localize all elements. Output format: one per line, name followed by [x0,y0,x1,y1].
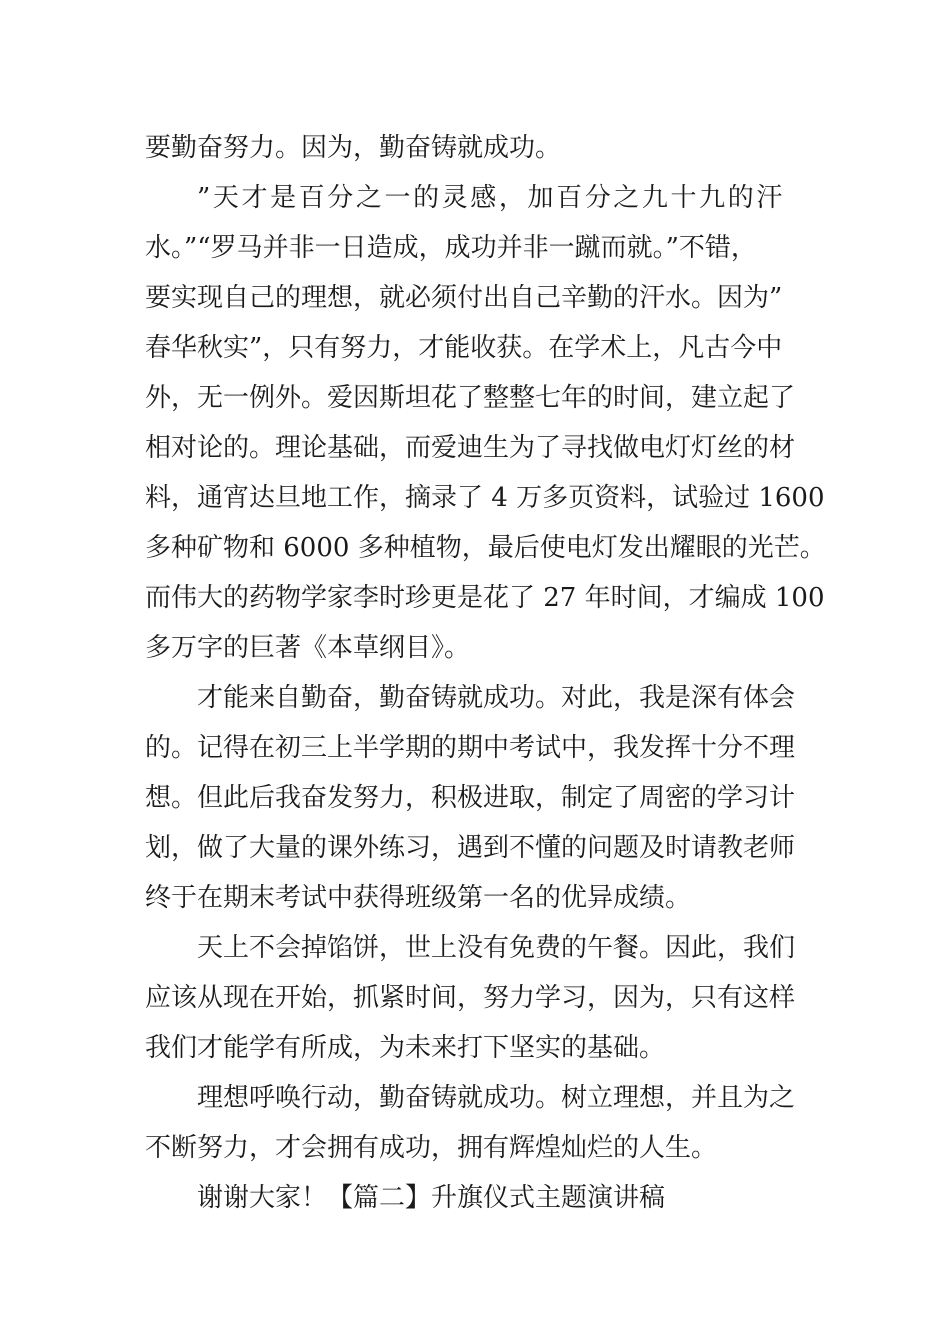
text-line: 天上不会掉馅饼，世上没有免费的午餐。因此，我们 [197,933,796,963]
text-line: 才能来自勤奋，勤奋铸就成功。对此，我是深有体会 [197,683,796,713]
text-line: ”天才是百分之一的灵感，加百分之九十九的汗 [197,183,785,213]
text-line: 应该从现在开始，抓紧时间，努力学习，因为，只有这样 [145,983,796,1013]
text-line: 不断努力，才会拥有成功，拥有辉煌灿烂的人生。 [145,1133,718,1163]
text-line: 划，做了大量的课外练习，遇到不懂的问题及时请教老师 [145,833,796,863]
text-line: 多种矿物和 6000 多种植物，最后使电灯发出耀眼的光芒。 [145,533,826,563]
text-line: 要勤奋努力。因为，勤奋铸就成功。 [145,133,562,163]
text-line: 料，通宵达旦地工作，摘录了 4 万多页资料，试验过 1600 [145,483,825,513]
text-line: 相对论的。理论基础，而爱迪生为了寻找做电灯灯丝的材 [145,433,796,463]
text-line: 要实现自己的理想，就必须付出自己辛勤的汗水。因为” [145,283,783,313]
text-line: 理想呼唤行动，勤奋铸就成功。树立理想，并且为之 [197,1083,796,1113]
text-line: 我们才能学有所成，为未来打下坚实的基础。 [145,1033,666,1063]
text-line: 外，无一例外。爱因斯坦花了整整七年的时间，建立起了 [145,383,796,413]
text-line: 谢谢大家！【篇二】升旗仪式主题演讲稿 [197,1183,666,1213]
text-line: 的。记得在初三上半学期的期中考试中，我发挥十分不理 [145,733,796,763]
text-line: 想。但此后我奋发努力，积极进取，制定了周密的学习计 [145,783,796,813]
text-line: 而伟大的药物学家李时珍更是花了 27 年时间，才编成 100 [145,583,825,613]
text-line: 春华秋实”，只有努力，才能收获。在学术上，凡古今中 [145,333,783,363]
text-line: 水。”“罗马并非一日造成，成功并非一蹴而就。”不错， [145,233,757,263]
text-line: 终于在期末考试中获得班级第一名的优异成绩。 [145,883,692,913]
text-line: 多万字的巨著《本草纲目》。 [145,633,471,663]
